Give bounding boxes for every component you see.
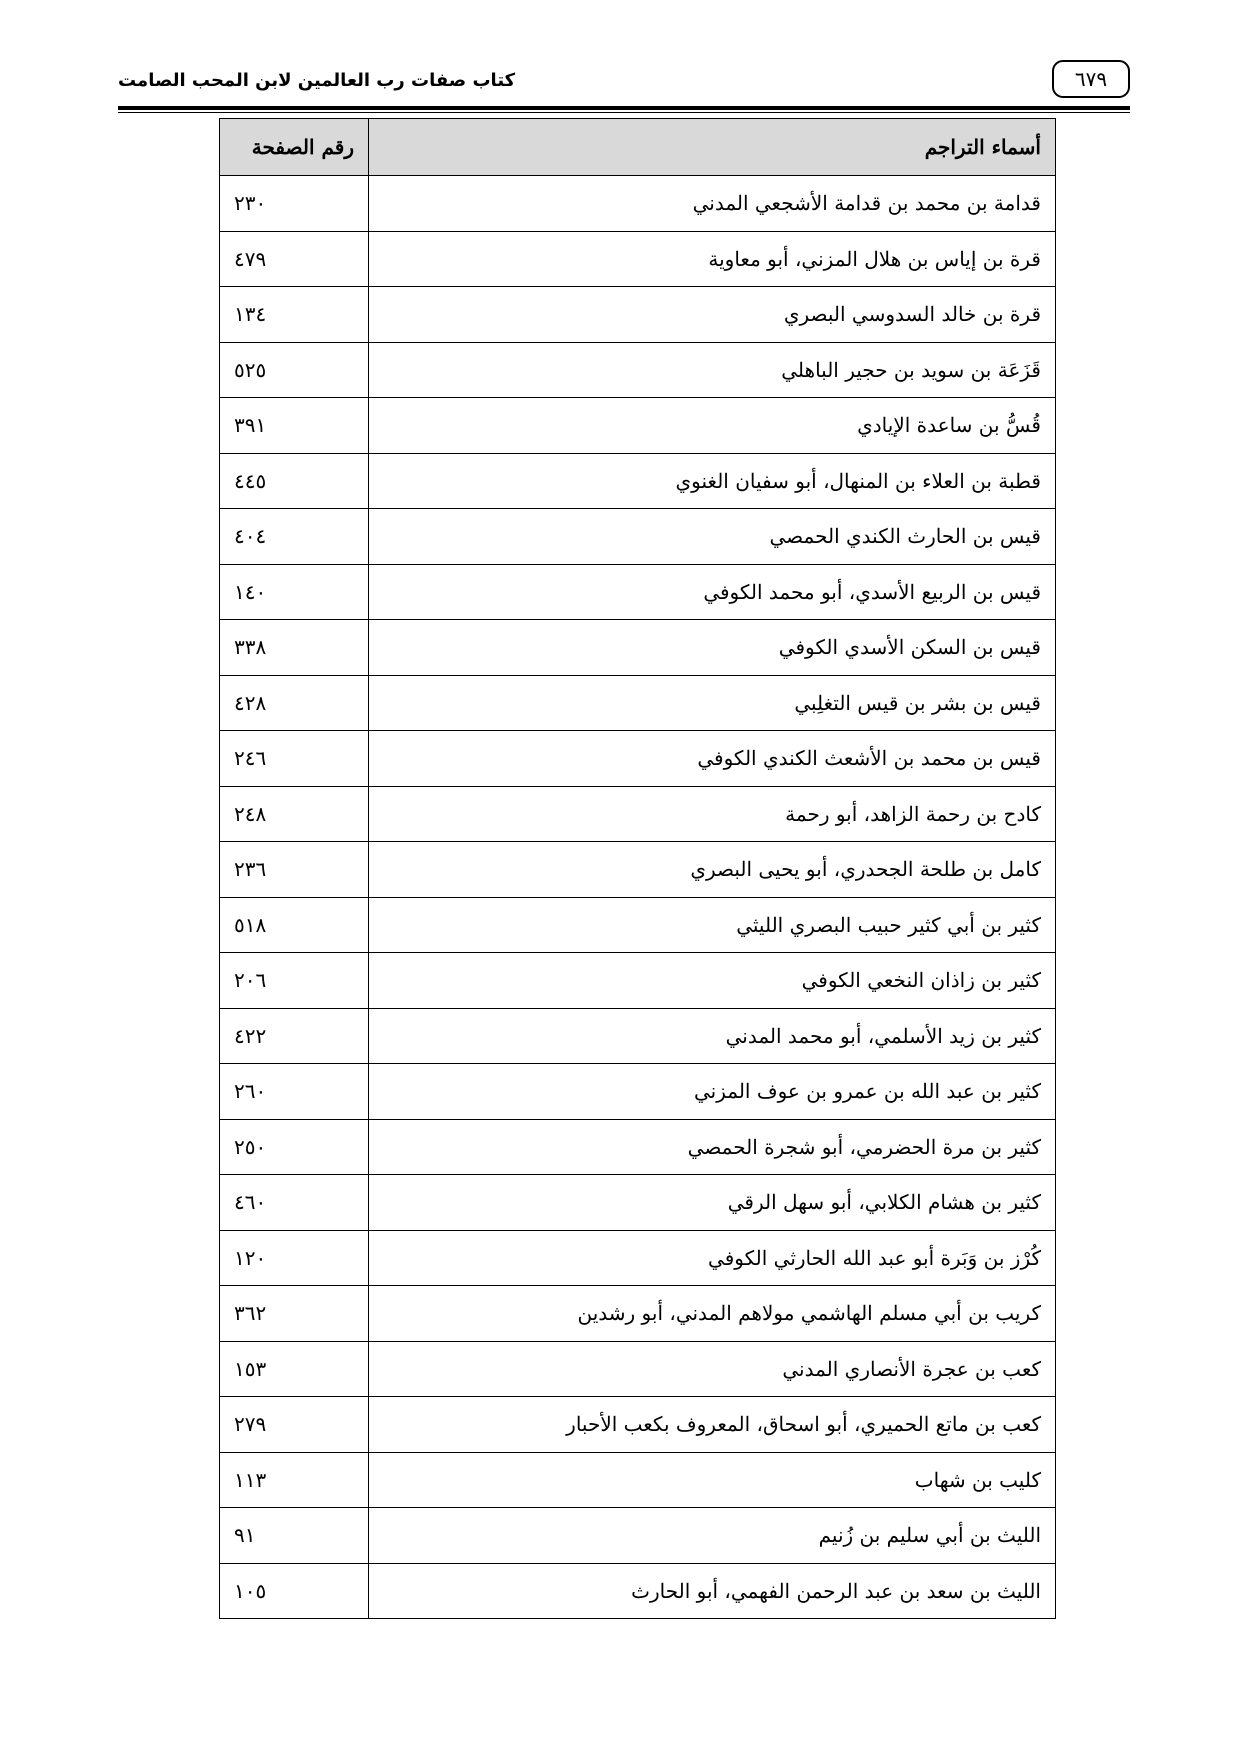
page-reference: ٢٦٠ xyxy=(220,1064,369,1120)
table-row xyxy=(220,1286,1056,1342)
table-row xyxy=(220,620,1056,676)
table-row xyxy=(220,176,1056,232)
page-reference: ٤٧٩ xyxy=(220,231,369,287)
biography-name: قطبة بن العلاء بن المنهال، أبو سفيان الغنوي xyxy=(369,453,1056,509)
table-row xyxy=(220,1397,1056,1453)
page-number: ٦٧٩ xyxy=(1052,60,1130,98)
table-row xyxy=(220,1119,1056,1175)
biography-name: كعب بن ماتع الحميري، أبو اسحاق، المعروف بكعب الأحبار xyxy=(369,1397,1056,1453)
biography-name: كُرْز بن وَبَرة أبو عبد الله الحارثي الكوفي xyxy=(369,1230,1056,1286)
biography-name: قيس بن الربيع الأسدي، أبو محمد الكوفي xyxy=(369,564,1056,620)
biography-name: كثير بن مرة الحضرمي، أبو شجرة الحمصي xyxy=(369,1119,1056,1175)
table-row xyxy=(220,675,1056,731)
table-row xyxy=(220,453,1056,509)
biography-name: قَزَعَة بن سويد بن حجير الباهلي xyxy=(369,342,1056,398)
page-reference: ٣٣٨ xyxy=(220,620,369,676)
page-reference: ٤٢٢ xyxy=(220,1008,369,1064)
biography-name: كعب بن عجرة الأنصاري المدني xyxy=(369,1341,1056,1397)
biographies-index-table xyxy=(219,118,1056,1619)
biography-name: كثير بن عبد الله بن عمرو بن عوف المزني xyxy=(369,1064,1056,1120)
biography-name: قُسُّ بن ساعدة الإيادي xyxy=(369,398,1056,454)
table-row xyxy=(220,509,1056,565)
column-header-names: أسماء التراجم xyxy=(369,119,1056,176)
page-reference: ٤٢٨ xyxy=(220,675,369,731)
table-row xyxy=(220,1508,1056,1564)
biography-name: كثير بن أبي كثير حبيب البصري الليثي xyxy=(369,897,1056,953)
biography-name: كليب بن شهاب xyxy=(369,1452,1056,1508)
table-row xyxy=(220,287,1056,343)
page-reference: ٤٠٤ xyxy=(220,509,369,565)
page-reference: ١٤٠ xyxy=(220,564,369,620)
page-reference: ٥١٨ xyxy=(220,897,369,953)
table-row xyxy=(220,1064,1056,1120)
table-row xyxy=(220,1008,1056,1064)
biography-name: قيس بن الحارث الكندي الحمصي xyxy=(369,509,1056,565)
biography-name: قرة بن خالد السدوسي البصري xyxy=(369,287,1056,343)
biography-name: قيس بن محمد بن الأشعث الكندي الكوفي xyxy=(369,731,1056,787)
page-reference: ٣٩١ xyxy=(220,398,369,454)
table-row xyxy=(220,398,1056,454)
biography-name: كامل بن طلحة الجحدري، أبو يحيى البصري xyxy=(369,842,1056,898)
page-reference: ١١٣ xyxy=(220,1452,369,1508)
table-row xyxy=(220,1175,1056,1231)
table-row xyxy=(220,564,1056,620)
biography-name: قرة بن إياس بن هلال المزني، أبو معاوية xyxy=(369,231,1056,287)
table-row xyxy=(220,731,1056,787)
table-body xyxy=(220,176,1056,1619)
header-rule-thin xyxy=(118,112,1130,113)
header-rule xyxy=(118,106,1130,110)
table-row xyxy=(220,1452,1056,1508)
biography-name: كريب بن أبي مسلم الهاشمي مولاهم المدني، أبو رشدين xyxy=(369,1286,1056,1342)
page-reference: ٢٧٩ xyxy=(220,1397,369,1453)
table-row xyxy=(220,842,1056,898)
table-row xyxy=(220,1230,1056,1286)
biography-name: الليث بن أبي سليم بن زُنيم xyxy=(369,1508,1056,1564)
table-header-row xyxy=(220,119,1056,176)
page-reference: ١٢٠ xyxy=(220,1230,369,1286)
biography-name: كثير بن زاذان النخعي الكوفي xyxy=(369,953,1056,1009)
table-row xyxy=(220,786,1056,842)
page-reference: ٢٠٦ xyxy=(220,953,369,1009)
page-reference: ١٠٥ xyxy=(220,1563,369,1619)
page-reference: ٤٦٠ xyxy=(220,1175,369,1231)
page-reference: ٢٥٠ xyxy=(220,1119,369,1175)
table-row xyxy=(220,1341,1056,1397)
page-reference: ٢٤٦ xyxy=(220,731,369,787)
page-reference: ٩١ xyxy=(220,1508,369,1564)
biography-name: قدامة بن محمد بن قدامة الأشجعي المدني xyxy=(369,176,1056,232)
page-reference: ٥٢٥ xyxy=(220,342,369,398)
page-reference: ٢٣٦ xyxy=(220,842,369,898)
column-header-page: رقم الصفحة xyxy=(220,119,369,176)
page-reference: ٤٤٥ xyxy=(220,453,369,509)
page-reference: ١٣٤ xyxy=(220,287,369,343)
biography-name: الليث بن سعد بن عبد الرحمن الفهمي، أبو الحارث xyxy=(369,1563,1056,1619)
page-reference: ١٥٣ xyxy=(220,1341,369,1397)
page-header xyxy=(118,54,1130,110)
running-title: كتاب صفات رب العالمين لابن المحب الصامت xyxy=(118,70,516,91)
table-row xyxy=(220,897,1056,953)
table-row xyxy=(220,231,1056,287)
table-row xyxy=(220,953,1056,1009)
biography-name: كادح بن رحمة الزاهد، أبو رحمة xyxy=(369,786,1056,842)
table-row xyxy=(220,342,1056,398)
biography-name: كثير بن هشام الكلابي، أبو سهل الرقي xyxy=(369,1175,1056,1231)
page-reference: ٢٤٨ xyxy=(220,786,369,842)
page-reference: ٣٦٢ xyxy=(220,1286,369,1342)
page-reference: ٢٣٠ xyxy=(220,176,369,232)
biography-name: كثير بن زيد الأسلمي، أبو محمد المدني xyxy=(369,1008,1056,1064)
biography-name: قيس بن السكن الأسدي الكوفي xyxy=(369,620,1056,676)
biography-name: قيس بن بشر بن قيس التغلِبي xyxy=(369,675,1056,731)
table-row xyxy=(220,1563,1056,1619)
